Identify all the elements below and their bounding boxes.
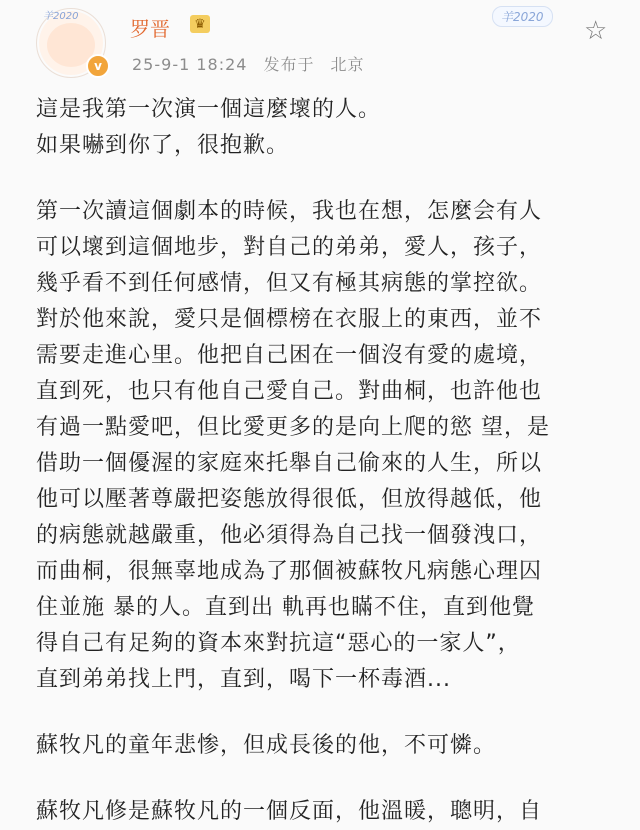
watermark-badge: 羊2020	[492, 6, 553, 27]
post-meta	[132, 52, 381, 75]
text-line: 可以壞到這個地步，對自己的弟弟，愛人，孩子，	[36, 235, 543, 260]
text-line: 借助一個優渥的家庭來托舉自己偷來的人生，所以	[36, 451, 543, 476]
text-line: 他可以壓著尊嚴把姿態放得很低，但放得越低，他	[36, 487, 543, 512]
post-content	[36, 92, 626, 830]
text-line: 這是我第一次演一個這麼壞的人。	[36, 97, 382, 122]
text-line: 有過一點愛吧，但比愛更多的是向上爬的慾 望，是	[36, 415, 550, 440]
text-line-partial: 蘇牧凡修是蘇牧凡的一個反面，他溫暖，聰明，自	[36, 799, 543, 824]
text-line: 幾乎看不到任何感情，但又有極其病態的掌控欲。	[36, 271, 543, 296]
avatar-watermark: 羊2020	[43, 11, 79, 22]
paragraph-3	[36, 728, 626, 764]
text-line: 蘇牧凡的童年悲惨，但成長後的他，不可憐。	[36, 733, 497, 758]
post-location: 北京	[330, 55, 365, 74]
publish-label: 发布于	[263, 55, 315, 74]
paragraph-2	[36, 194, 626, 698]
text-line: 第一次讀這個劇本的時候，我也在想，怎麼会有人	[36, 199, 543, 224]
star-icon[interactable]: ☆	[584, 16, 608, 46]
username[interactable]: 罗晋	[130, 17, 170, 41]
text-line: 而曲桐，很無辜地成為了那個被蘇牧凡病態心理囚	[36, 559, 543, 584]
text-line: 住並施 暴的人。直到出 軌再也瞞不住，直到他覺	[36, 595, 535, 620]
text-line: 得自己有足夠的資本來對抗這“惡心的一家人”，	[36, 631, 521, 656]
text-line: 如果嚇到你了，很抱歉。	[36, 133, 290, 158]
post-header	[0, 0, 640, 90]
post-date: 25-9-1 18:24	[132, 55, 248, 74]
text-line: 的病態就越嚴重，他必須得為自己找一個發洩口，	[36, 523, 543, 548]
crown-icon: ♛	[190, 15, 210, 33]
verified-badge-icon: v	[86, 54, 110, 78]
text-line: 直到弟弟找上門，直到，喝下一杯毒酒...	[36, 667, 451, 692]
text-line: 對於他來說，愛只是個標榜在衣服上的東西，並不	[36, 307, 543, 332]
text-line: 需要走進心里。他把自己困在一個沒有愛的處境，	[36, 343, 543, 368]
paragraph-1	[36, 92, 626, 164]
text-line: 直到死，也只有他自己愛自己。對曲桐，也許他也	[36, 379, 543, 404]
